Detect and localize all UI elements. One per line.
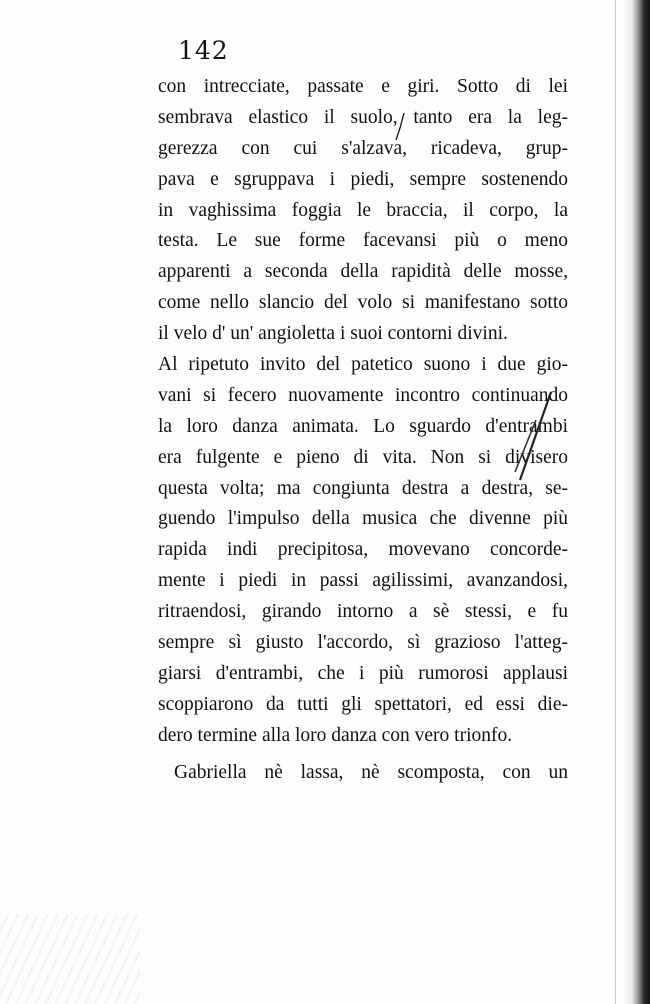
text-line: la loro danza animata. Lo sguardo d'entrambi <box>158 415 568 437</box>
page-number: 142 <box>178 36 229 65</box>
text-line: era fulgente e pieno di vita. Non si divisero <box>158 446 568 468</box>
text-line: giarsi d'entrambi, che i più rumorosi applausi <box>158 662 568 684</box>
text-line: questa volta; ma congiunta destra a destra, se- <box>158 477 568 499</box>
text-line: come nello slancio del volo si manifestano sotto <box>158 292 568 314</box>
text-line: scoppiarono da tutti gli spettatori, ed essi die- <box>158 693 568 715</box>
scan-edge-shadow <box>622 0 650 1004</box>
text-line: in vaghissima foggia le braccia, il corpo, la <box>158 199 568 221</box>
text-line: con intrecciate, passate e giri. Sotto di lei <box>158 76 568 97</box>
text-line: gerezza con cui s'alzava, ricadeva, grup- <box>158 137 568 159</box>
text-line: il velo d' un' angioletta i suoi contorni divini. <box>158 323 508 345</box>
text-line: apparenti a seconda della rapidità delle mosse, <box>158 261 568 283</box>
text-line: guendo l'impulso della musica che divenne più <box>158 508 568 530</box>
text-line: Gabriella nè lassa, nè scomposta, con un <box>174 761 568 783</box>
text-line: pava e sgruppava i piedi, sempre sostenendo <box>158 168 568 190</box>
text-line: Al ripetuto invito del patetico suono i due gio- <box>158 354 568 376</box>
text-line: sembrava elastico il suolo, tanto era la leg- <box>158 106 568 128</box>
text-line: vani si fecero nuovamente incontro continuando <box>158 384 568 406</box>
body-text <box>158 72 568 788</box>
text-line: ritraendosi, girando intorno a sè stessi, e fu <box>158 601 568 623</box>
paper-texture <box>0 914 140 1004</box>
text-line: rapida indi precipitosa, movevano concorde- <box>158 539 568 561</box>
text-line: testa. Le sue forme facevansi più o meno <box>158 230 568 252</box>
text-line: dero termine alla loro danza con vero trionfo. <box>158 724 513 746</box>
page-fold-line <box>615 0 616 1004</box>
text-line: mente i piedi in passi agilissimi, avanzandosi, <box>158 570 568 592</box>
text-line: sempre sì giusto l'accordo, sì grazioso l'atteg- <box>158 632 568 654</box>
